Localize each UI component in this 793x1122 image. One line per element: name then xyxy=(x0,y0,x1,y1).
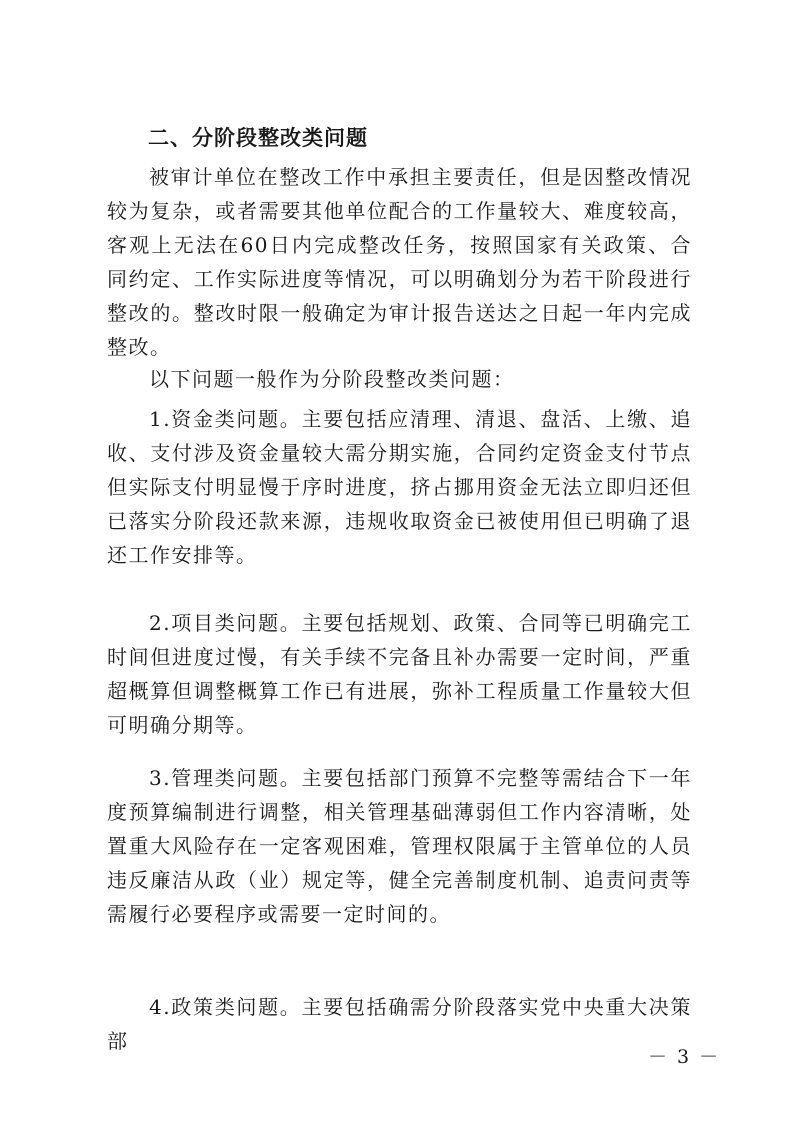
page-number: － 3 － xyxy=(648,1046,721,1068)
paragraph-list-lead: 以下问题一般作为分阶段整改类问题： xyxy=(149,367,515,391)
paragraph-item-4-policy: 4.政策类问题。主要包括确需分阶段落实党中央重大决策部 xyxy=(107,995,692,1053)
paragraph-item-1-funds: 1.资金类问题。主要包括应清理、清退、盘活、上缴、追收、支付涉及资金量较大需分期实施，合同约定资金支付节点但实际支付明显慢于序时进度，挤占挪用资金无法立即归还但已落实分阶段还款来源，违规收取资金已被使用但已明确了退还工作安排等。 xyxy=(107,407,692,567)
section-heading: 二、分阶段整改类问题 xyxy=(148,126,368,150)
paragraph-item-3-management: 3.管理类问题。主要包括部门预算不完整等需结合下一年度预算编制进行调整，相关管理基础薄弱但工作内容清晰，处置重大风险存在一定客观困难，管理权限属于主管单位的人员违反廉洁从政（业）规定等，健全完善制度机制、追责问责等需履行必要程序或需要一定时间的。 xyxy=(107,766,692,926)
paragraph-intro: 被审计单位在整改工作中承担主要责任，但是因整改情况较为复杂，或者需要其他单位配合的工作量较大、难度较高，客观上无法在60日内完成整改任务，按照国家有关政策、合同约定、工作实际进度等情况，可以明确划分为若干阶段进行整改的。整改时限一般确定为审计报告送达之日起一年内完成整改。 xyxy=(107,165,692,359)
paragraph-item-2-projects: 2.项目类问题。主要包括规划、政策、合同等已明确完工时间但进度过慢，有关手续不完备且补办需要一定时间，严重超概算但调整概算工作已有进展，弥补工程质量工作量较大但可明确分期等。 xyxy=(107,611,692,737)
